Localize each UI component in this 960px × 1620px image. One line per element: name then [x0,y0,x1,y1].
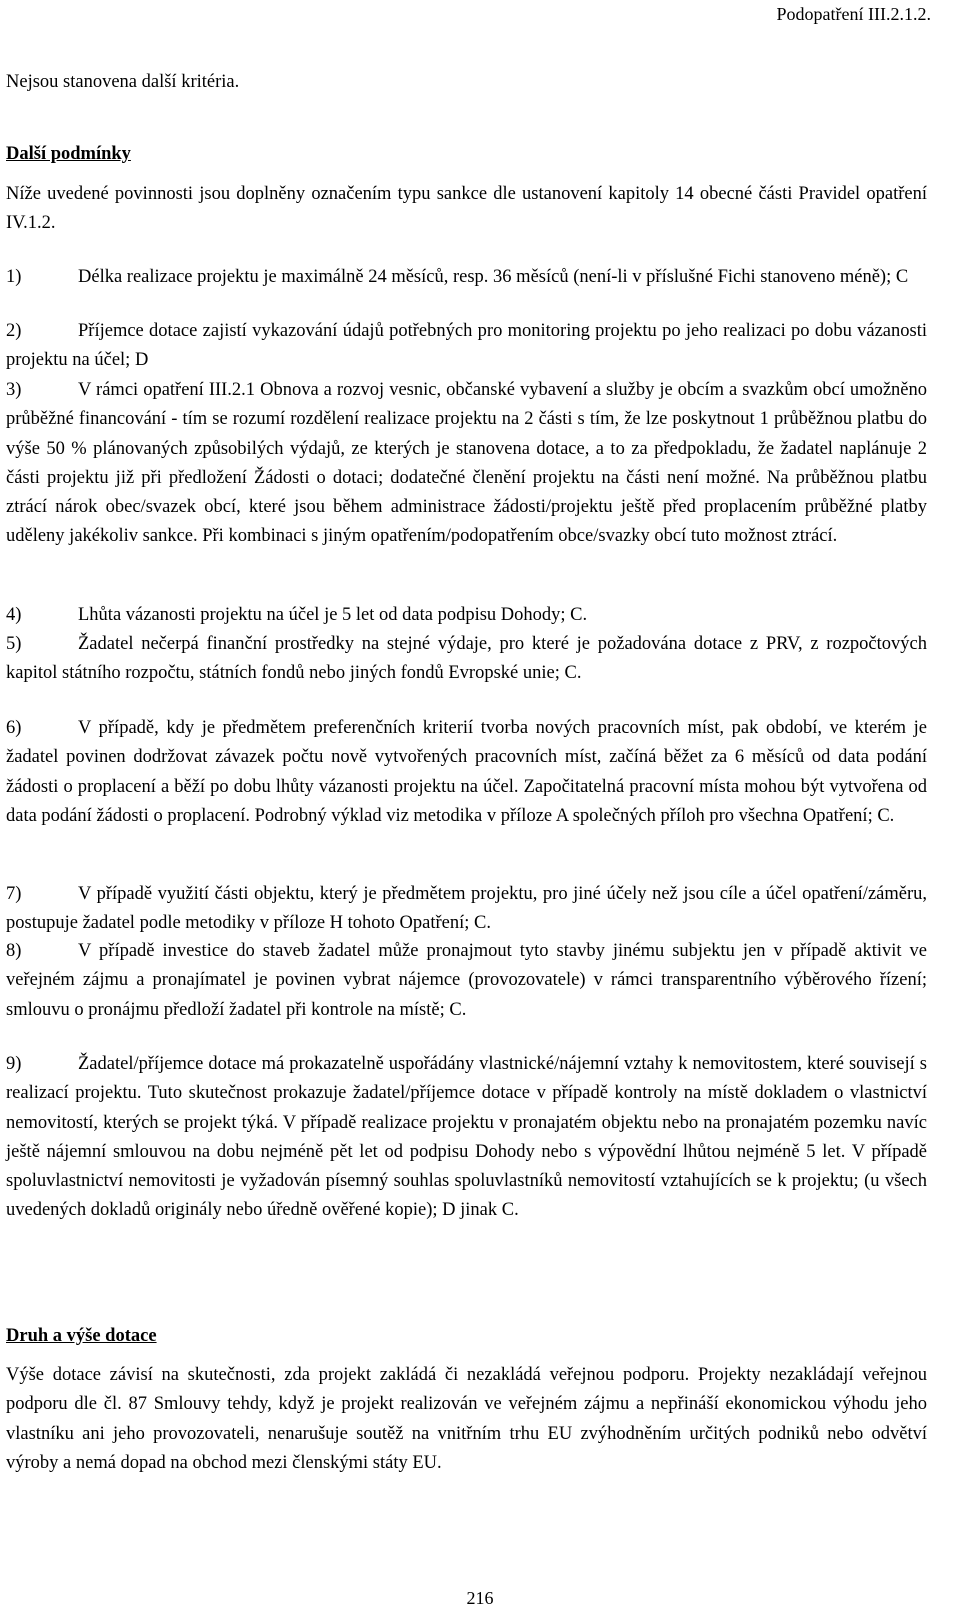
condition-item-text: V případě využití části objektu, který je předmětem projektu, pro jiné účely než jsou cíle a účel opatření/záměru, postupuje žadatel podle metodiky v příloze H tohoto Opatření; C. [6,884,927,934]
condition-item-number: 3) [6,380,22,400]
condition-item-text: Délka realizace projektu je maximálně 24 měsíců, resp. 36 měsíců (není-li v příslušné Fichi stanoveno méně); C [78,267,909,287]
condition-item-number: 7) [6,884,22,904]
condition-item-number: 2) [6,321,22,341]
condition-item-text: Žadatel/příjemce dotace má prokazatelně uspořádány vlastnické/nájemní vztahy k nemovitostem, které souvisejí s realizací projektu. Tuto skutečnost prokazuje žadatel/příjemce dotace v případě kontroly na místě dokladem o vlastnictví nemovitostí, kterých se projekt týká. V případě realizace projektu v pronajatém objektu nebo na pronajatém pozemku navíc ještě nájemní smlouvou na dobu nejméně pět let od podpisu Dohody nebo s výpovědní lhůtou nejméně 5 let. V případě spoluvlastnictví nemovitosti je vyžadován písemný souhlas spoluvlastníků nemovitostí vztahujících se k projektu; (u všech uvedených dokladů originály nebo úředně ověřené kopie); D jinak C. [6,1054,927,1221]
condition-item-8 [6,937,927,1025]
section-heading-conditions: Další podmínky [6,144,131,164]
condition-item-4 [6,601,927,630]
condition-item-2 [6,317,927,376]
condition-item-text: Lhůta vázanosti projektu na účel je 5 let od data podpisu Dohody; C. [78,605,588,625]
condition-item-text: Žadatel nečerpá finanční prostředky na stejné výdaje, pro které je požadována dotace z PRV, z rozpočtových kapitol státního rozpočtu, státních fondů nebo jiných fondů Evropské unie; C. [6,634,927,684]
condition-item-number: 4) [6,605,22,625]
header-reference: Podopatření III.2.1.2. [776,4,931,24]
intro-paragraph: Nejsou stanovena další kritéria. [6,72,240,92]
condition-item-number: 5) [6,634,22,654]
condition-item-9 [6,1050,927,1226]
condition-item-number: 6) [6,718,22,738]
conditions-intro-paragraph: Níže uvedené povinnosti jsou doplněny označením typu sankce dle ustanovení kapitoly 14 obecné části Pravidel opatření IV.1.2. [6,184,927,234]
support-paragraph: Výše dotace závisí na skutečnosti, zda projekt zakládá či nezakládá veřejnou podporu. Projekty nezakládají veřejnou podporu dle čl. 87 Smlouvy tehdy, když je projekt realizován ve veřejném zájmu a nepřináší ekonomickou výhodu jeho vlastníku ani jeho provozovateli, nenarušuje soutěž na vnitřním trhu EU zvýhodněním určitých podniků nebo odvětví výroby a nemá dopad na obchod mezi členskými státy EU. [6,1365,927,1473]
condition-item-3 [6,376,927,552]
condition-item-number: 1) [6,267,22,287]
condition-item-1 [6,263,927,292]
page-number: 216 [466,1588,494,1608]
condition-item-5 [6,630,927,689]
condition-item-6 [6,714,927,831]
section-heading-support: Druh a výše dotace [6,1326,157,1346]
condition-item-text: Příjemce dotace zajistí vykazování údajů potřebných pro monitoring projektu po jeho realizaci po dobu vázanosti projektu na účel; D [6,321,927,371]
condition-item-text: V případě, kdy je předmětem preferenčních kriterií tvorba nových pracovních míst, pak období, ve kterém je žadatel povinen dodržovat závazek počtu nově vytvořených pracovních míst, začíná běžet za 6 měsíců od data podání žádosti o proplacení a běží po dobu lhůty vázanosti projektu na účel. Započitatelná pracovní místa mohou být vytvořena od data podání žádosti o proplacení. Podrobný výklad viz metodika v příloze A společných příloh pro všechna Opatření; C. [6,718,927,826]
condition-item-number: 8) [6,941,22,961]
condition-item-number: 9) [6,1054,22,1074]
condition-item-text: V případě investice do staveb žadatel může pronajmout tyto stavby jinému subjektu jen v případě aktivit ve veřejném zájmu a pronajímatel je povinen vybrat nájemce (provozovatele) v rámci transparentního výběrového řízení; smlouvu o pronájmu předloží žadatel při kontrole na místě; C. [6,941,927,1020]
condition-item-7 [6,880,927,939]
condition-item-text: V rámci opatření III.2.1 Obnova a rozvoj vesnic, občanské vybavení a služby je obcím a svazkům obcí umožněno průběžné financování - tím se rozumí rozdělení realizace projektu na 2 části s tím, že lze poskytnout 1 průběžnou platbu do výše 50 % plánovaných způsobilých výdajů, ze kterých je stanovena dotace, a to za předpokladu, že žadatel naplánuje 2 části projektu již při předložení Žádosti o dotaci; dodatečné členění projektu na části není možné. Na průběžnou platbu ztrácí nárok obec/svazek obcí, které jsou během administrace žádosti/projektu ještě před proplacením průběžné platby uděleny jakékoliv sankce. Při kombinaci s jiným opatřením/podopatřením obce/svazky obcí tuto možnost ztrácí. [6,380,927,547]
